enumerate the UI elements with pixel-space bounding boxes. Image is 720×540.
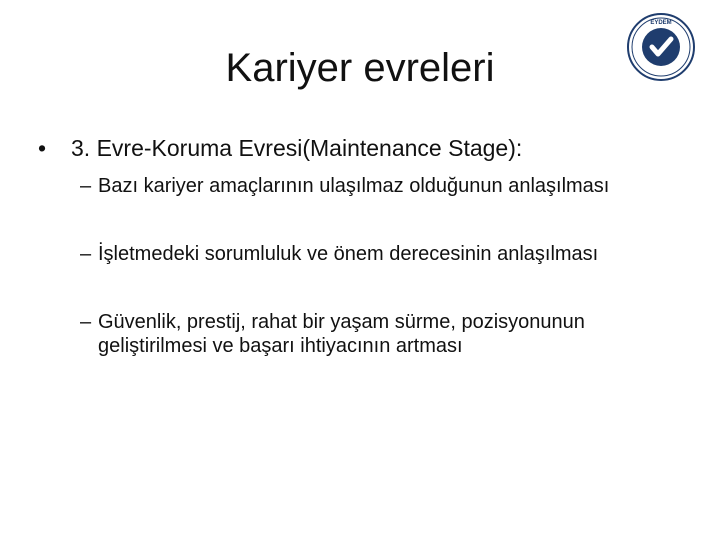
bullet-marker: • bbox=[38, 135, 47, 161]
sub-bullet-item bbox=[38, 174, 688, 198]
sub-bullet-text: Bazı kariyer amaçlarının ulaşılmaz olduğunun anlaşılması bbox=[98, 175, 610, 197]
slide-content bbox=[38, 132, 688, 402]
checkmark-seal-logo bbox=[626, 12, 696, 82]
logo-text: EYDEM bbox=[650, 20, 672, 26]
logo-svg bbox=[626, 12, 696, 82]
dash-marker: – bbox=[80, 243, 92, 265]
sub-bullet-text: Güvenlik, prestij, rahat bir yaşam sürme, pozisyonunun geliştirilmesi ve başarı ihtiyacının artması bbox=[98, 311, 585, 357]
bullet-item-level-1 bbox=[38, 132, 688, 164]
sub-bullet-list bbox=[38, 174, 688, 358]
sub-bullet-item bbox=[38, 310, 688, 358]
sub-bullet-text: İşletmedeki sorumluluk ve önem derecesinin anlaşılması bbox=[98, 243, 599, 265]
bullet-text: 3. Evre-Koruma Evresi(Maintenance Stage): bbox=[71, 135, 523, 161]
dash-marker: – bbox=[80, 311, 92, 333]
slide-title: Kariyer evreleri bbox=[225, 46, 495, 90]
dash-marker: – bbox=[80, 175, 92, 197]
sub-bullet-item bbox=[38, 242, 688, 266]
